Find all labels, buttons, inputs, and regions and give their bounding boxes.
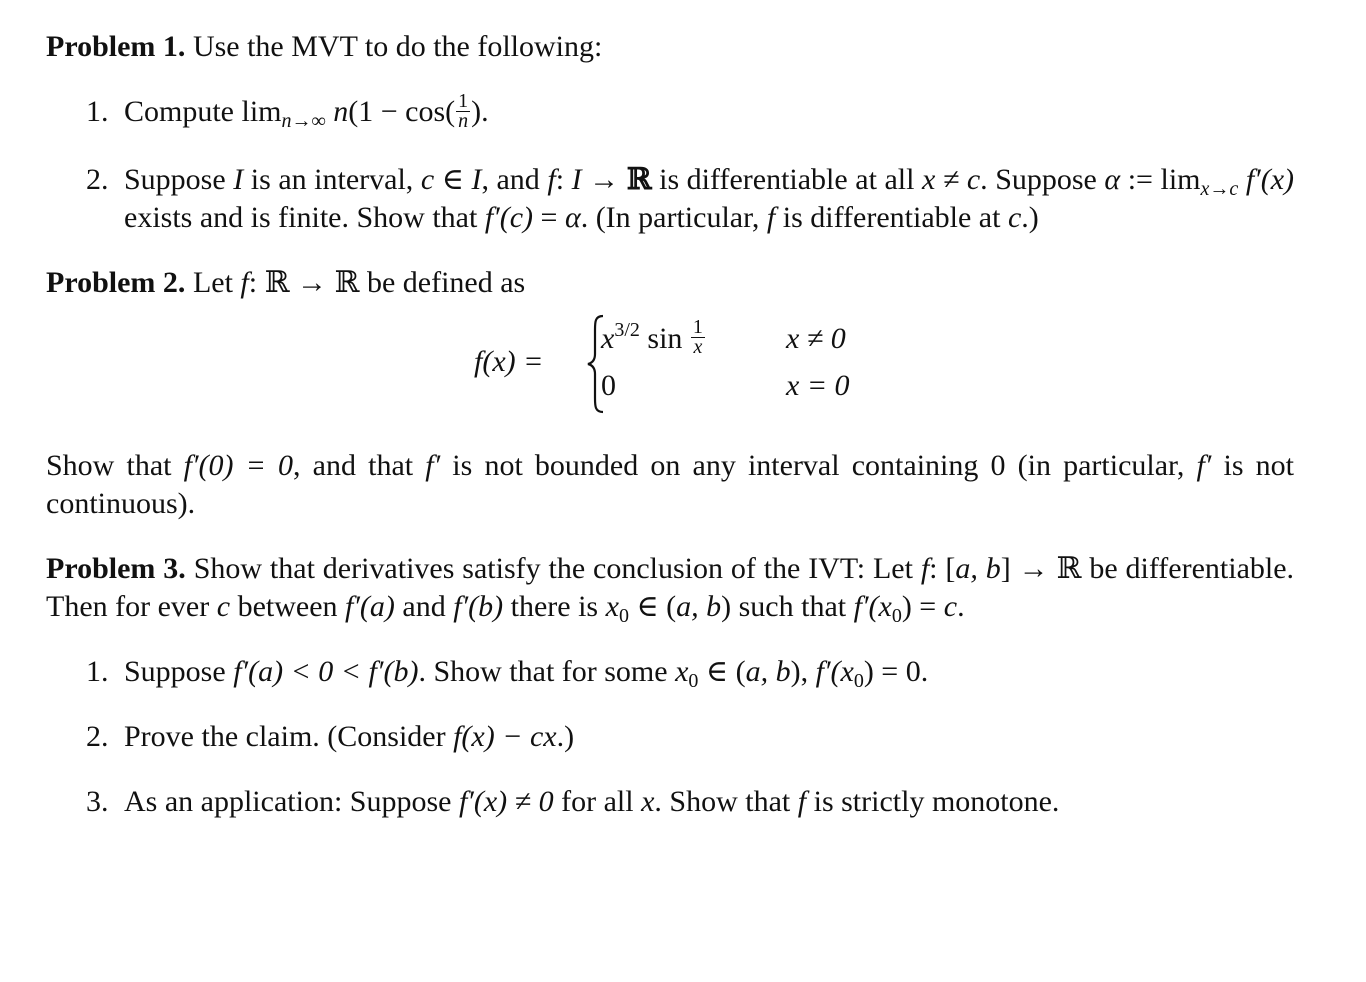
problem-text: : ℝ → ℝ be defined as <box>248 265 526 299</box>
subscript: 0 <box>618 604 629 627</box>
fraction-denominator: n <box>458 109 469 132</box>
problem-text: ∈ ( <box>636 589 677 623</box>
math-f: f <box>547 162 556 196</box>
math-x: x <box>675 654 689 688</box>
math-f-minus-cx: f(x) − cx <box>453 719 557 753</box>
math-x: x <box>641 784 655 818</box>
item-text: .) <box>1021 200 1039 234</box>
problem-text: Show that <box>46 448 172 482</box>
item-text: . (In particular, <box>580 200 767 234</box>
item-text: : <box>555 162 572 196</box>
math-c: c <box>216 589 231 623</box>
problem-text: is not bounded on any interval containing 0 (in particular, <box>452 448 1185 482</box>
math-alpha: α <box>564 200 581 234</box>
item-text <box>1238 163 1246 196</box>
subscript: 0 <box>688 669 699 692</box>
problem-text: . <box>957 589 965 623</box>
math-f-prime-0: f′(0) = 0 <box>183 448 294 482</box>
math-f-prime-a: f′(a) <box>345 589 395 623</box>
item-number: 1. <box>86 95 109 128</box>
problem-3 <box>46 550 1294 626</box>
problem-text: and <box>402 589 446 623</box>
problem-1-list <box>46 89 1295 237</box>
case-1-condition: x ≠ 0 <box>786 321 846 355</box>
problem-2-body <box>46 447 1294 523</box>
problem-text: ] → ℝ be differentiable. Then for ever <box>46 551 1295 623</box>
math-f-prime-b: f′(b) <box>453 589 504 623</box>
item-text: Suppose <box>124 162 226 196</box>
problem-1 <box>46 28 1294 66</box>
problem-text: between <box>237 589 338 623</box>
item-text: for all <box>561 784 634 818</box>
problem-1-intro: Use the MVT to do the following: <box>192 30 603 63</box>
item-text: is differentiable at <box>775 200 1008 234</box>
case-1-value <box>601 316 706 361</box>
fraction-numerator: 1 <box>692 316 703 339</box>
item-text: As an application: Suppose <box>124 784 452 818</box>
math-f-prime-neq-0: f′(x) ≠ 0 <box>458 784 554 818</box>
case-2-value: 0 <box>601 368 616 402</box>
piecewise-definition <box>46 310 1294 418</box>
item-number: 1. <box>86 654 109 688</box>
math-a-b: a, b <box>676 589 722 623</box>
sin: sin <box>647 321 683 355</box>
case-2-condition: x = 0 <box>786 368 850 402</box>
problem-text: , and that <box>293 448 414 482</box>
problem-3-heading: Problem 3. <box>46 551 186 585</box>
math-inequality: f′(a) < 0 < f′(b) <box>233 654 419 688</box>
problem-text: Let <box>192 265 233 299</box>
problem-text: is not continuous). <box>46 448 1294 520</box>
piecewise-lhs: f(x) = <box>474 344 544 378</box>
item-text: is strictly monotone. <box>813 784 1060 818</box>
item-number: 2. <box>86 162 109 196</box>
math-alpha: α <box>1104 162 1121 196</box>
item-text: ). <box>471 95 489 128</box>
math-f: f <box>920 551 930 585</box>
item-text: is an interval, <box>250 162 414 196</box>
problem-text: : [ <box>929 551 956 585</box>
fraction-denominator: x <box>693 336 703 359</box>
math-x: x <box>605 589 619 623</box>
item-text: . Suppose <box>980 162 1105 196</box>
math-f: f <box>240 265 249 299</box>
problem-3-item-3 <box>46 783 1294 821</box>
item-text: ), <box>790 654 809 688</box>
math-f-prime: f′ <box>1196 448 1212 482</box>
item-text: Prove the claim. (Consider <box>124 719 446 753</box>
math-f-prime-x: f′(x <box>853 589 892 623</box>
item-text: := lim <box>1120 162 1201 196</box>
math-f-prime-x: f′(x) <box>1245 162 1295 196</box>
subscript: 0 <box>891 604 902 627</box>
problem-text: ) = <box>901 589 937 623</box>
math-i: I <box>233 162 244 196</box>
math-f-prime: f′ <box>425 448 441 482</box>
item-text: (1 − cos( <box>348 95 456 128</box>
problem-1-item-2 <box>46 161 1294 237</box>
problem-1-heading: Problem 1. <box>46 30 186 63</box>
document-page <box>46 28 1294 821</box>
problem-2 <box>46 264 1294 302</box>
problem-3-item-1 <box>46 653 1294 691</box>
math-c: c <box>1007 200 1022 234</box>
item-text: Suppose <box>124 654 226 688</box>
limit-subscript: n→∞ <box>281 110 326 132</box>
math-c: c <box>943 589 958 623</box>
problem-text: ) such that <box>721 589 847 623</box>
problem-1-item-1 <box>46 89 1294 134</box>
item-number: 2. <box>86 719 109 753</box>
math-x: x <box>601 321 615 355</box>
item-text: . Show that <box>654 784 791 818</box>
item-text: = <box>533 200 565 234</box>
item-text: Compute lim <box>124 95 282 128</box>
item-text: .) <box>556 719 575 753</box>
arrow: → <box>581 162 627 196</box>
item-text: is differentiable at all <box>651 162 922 196</box>
problem-3-list <box>46 653 1294 821</box>
problem-text: there is <box>510 589 599 623</box>
problem-2-heading: Problem 2. <box>46 265 186 299</box>
problem-text: Show that derivatives satisfy the conclusion of the IVT: Let <box>193 551 913 585</box>
math-x-neq-c: x ≠ c <box>921 162 981 196</box>
math-reals: ℝ <box>626 161 652 197</box>
item-text: ∈ ( <box>705 654 746 688</box>
item-text: exists and is finite. Show that <box>124 200 485 234</box>
fraction-numerator: 1 <box>458 89 469 112</box>
math-f-prime-c: f′(c) <box>484 200 534 234</box>
problem-3-item-2 <box>46 718 1294 756</box>
math-i: I <box>571 162 582 196</box>
subscript: 0 <box>853 669 864 692</box>
item-text: , and <box>481 162 540 196</box>
limit-subscript: x→c <box>1200 177 1239 200</box>
math-a-b: a, b <box>745 654 791 688</box>
math-n: n <box>333 95 349 128</box>
math-c-in-i: c ∈ I <box>420 162 482 196</box>
math-f: f <box>797 784 807 818</box>
item-number: 3. <box>86 784 109 818</box>
math-f: f <box>766 200 776 234</box>
math-a-b: a, b <box>955 551 1001 585</box>
exponent: 3/2 <box>614 318 640 341</box>
math-f-prime-x: f′(x <box>815 654 854 688</box>
item-text: . Show that for some <box>418 654 668 688</box>
fraction-1-over-x <box>691 318 705 357</box>
fraction-1-over-n <box>456 89 470 132</box>
item-text: ) = 0. <box>863 654 929 688</box>
